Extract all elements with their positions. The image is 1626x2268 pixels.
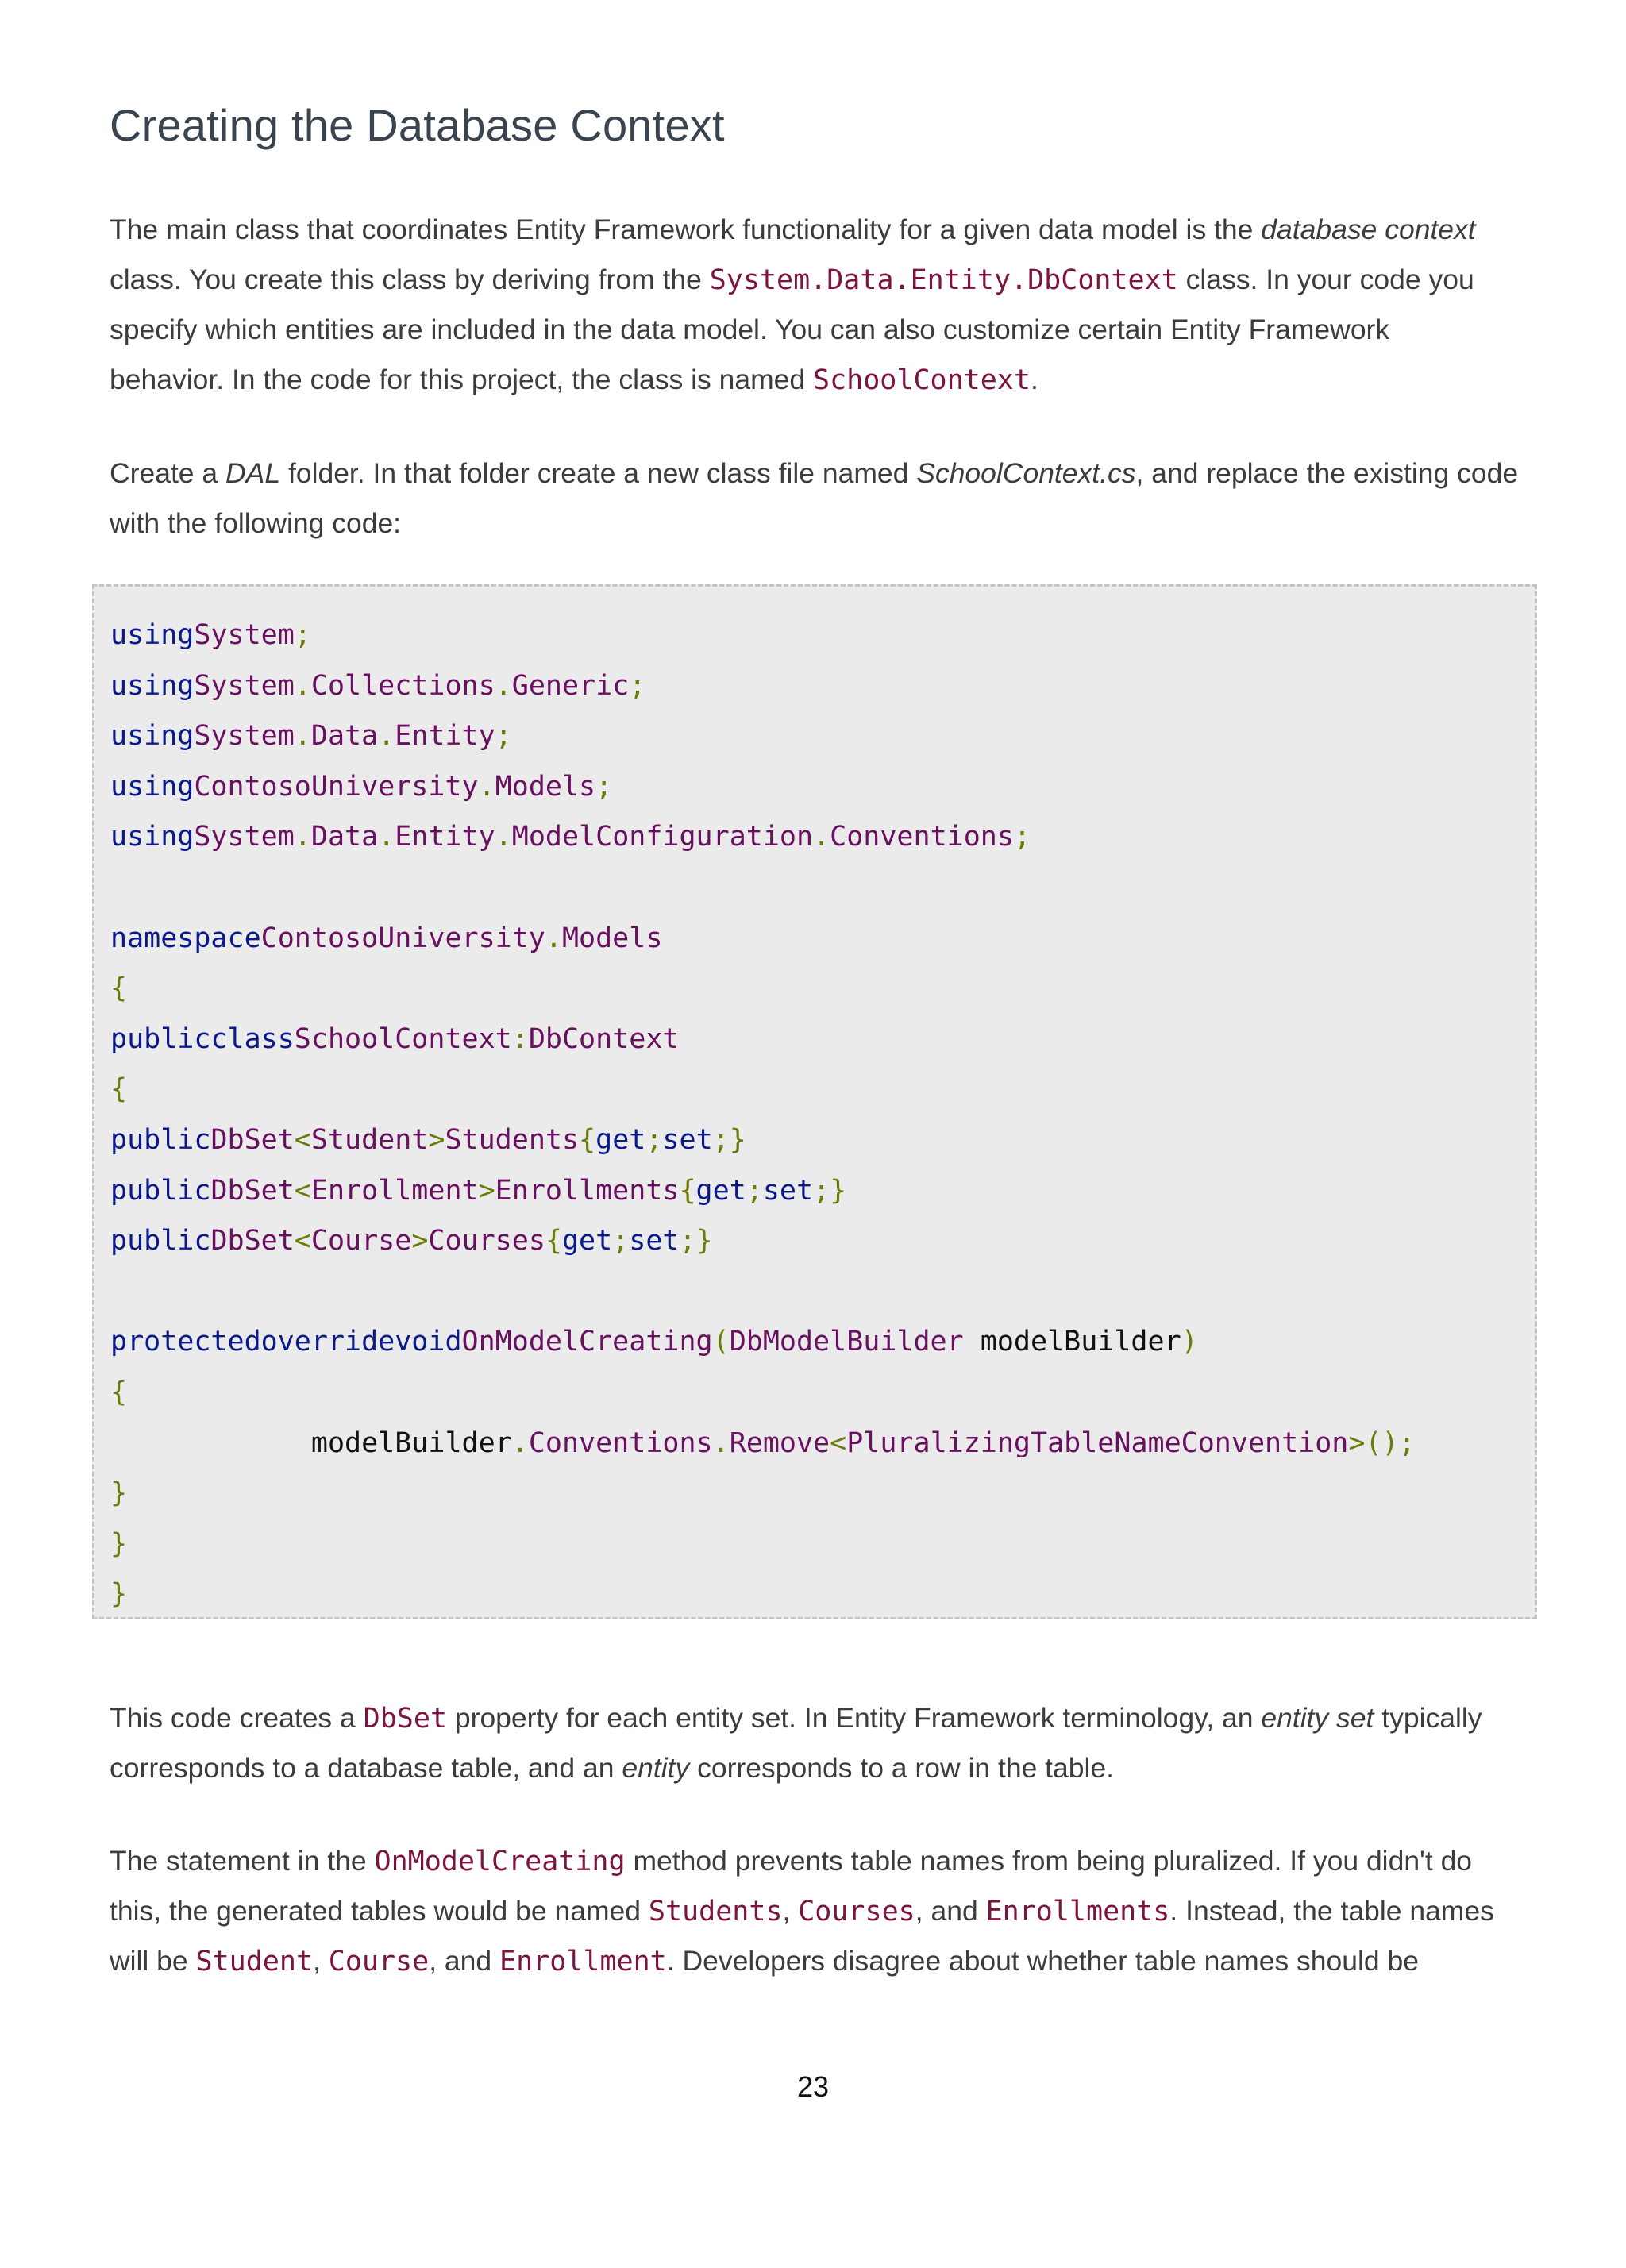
- inline-code-students: Students: [648, 1896, 783, 1927]
- inline-code-courses: Courses: [798, 1896, 915, 1927]
- text: specify which entities are included in the data model. You can also customize certain Entity Framework: [110, 314, 1390, 345]
- inline-code-student: Student: [195, 1946, 314, 1977]
- text: will be: [110, 1945, 196, 1977]
- text: class. In your code you: [1177, 264, 1474, 295]
- section-heading: Creating the Database Context: [110, 100, 725, 150]
- text: behavior. In the code for this project, the class is named: [110, 364, 814, 395]
- inline-code-course: Course: [328, 1946, 430, 1977]
- text: corresponds to a database table, and an: [110, 1752, 622, 1784]
- text: method prevents table names from being pluralized. If you didn't do: [625, 1845, 1473, 1877]
- paragraph-intro: [110, 205, 1523, 405]
- inline-code-enrollments: Enrollments: [985, 1896, 1170, 1927]
- inline-code-schoolcontext: SchoolContext: [813, 364, 1031, 396]
- emphasis-text: SchoolContext.cs: [916, 457, 1136, 489]
- paragraph-pluralize: The statement in the OnModelCreating method prevents table names from being pluralized. If you didn't do this, the generated tables would be named Students, Courses, and Enrollments. Instead, the table names will be Student, Course, and Enrollment. Developers disagree about whether table names should be: [110, 1845, 1494, 1977]
- text: .: [1030, 364, 1038, 395]
- emphasis-text: database context: [1261, 214, 1476, 245]
- paragraph-create-dal: [110, 449, 1523, 549]
- emphasis-text: entity set: [1261, 1702, 1374, 1734]
- text: folder. In that folder create a new class file named: [280, 457, 917, 489]
- emphasis-text: DAL: [225, 457, 281, 489]
- text: typically: [1374, 1702, 1482, 1734]
- text: class. You create this class by deriving from the: [110, 264, 710, 295]
- text: The statement in the: [110, 1845, 375, 1877]
- text: This code creates a: [110, 1702, 364, 1734]
- text: corresponds to a row in the table.: [689, 1752, 1115, 1784]
- paragraph-dbset: [110, 1693, 1523, 1793]
- text: with the following code:: [110, 507, 402, 539]
- inline-code-dbset: DbSet: [363, 1703, 448, 1735]
- text: The main class that coordinates Entity Framework functionality for a given data model is the: [110, 214, 1262, 245]
- text: Create a: [110, 457, 226, 489]
- code-block: [92, 584, 1537, 1619]
- text: , and replace the existing code: [1135, 457, 1519, 489]
- inline-code-enrollment: Enrollment: [499, 1946, 667, 1977]
- code-content: usingSystem; usingSystem.Collections.Generic; usingSystem.Data.Entity; usingContosoUniversity.Models; usingSystem.Data.Entity.ModelConfiguration.Conventions; namespaceContosoUniversity.Models { publicclassSchoolContext:DbContext { publicDbSet<Student>Students{get;set;} publicDbSet<Enrollment>Enrollments{get;set;} publicDbSet<Course>Courses{get;set;} protectedoverridevoidOnModelCreating(DbModelBuilder modelBuilder) { modelBuilder.Conventions.Remove<PluralizingTableNameConvention>(); } } }: [110, 619, 1416, 1611]
- text: this, the generated tables would be named: [110, 1895, 649, 1927]
- page-number: 23: [796, 2070, 830, 2103]
- inline-code-onmodelcreating: OnModelCreating: [374, 1846, 626, 1877]
- emphasis-text: entity: [622, 1752, 690, 1784]
- inline-code-dbcontext: System.Data.Entity.DbContext: [709, 264, 1178, 296]
- text: property for each entity set. In Entity Framework terminology, an: [447, 1702, 1262, 1734]
